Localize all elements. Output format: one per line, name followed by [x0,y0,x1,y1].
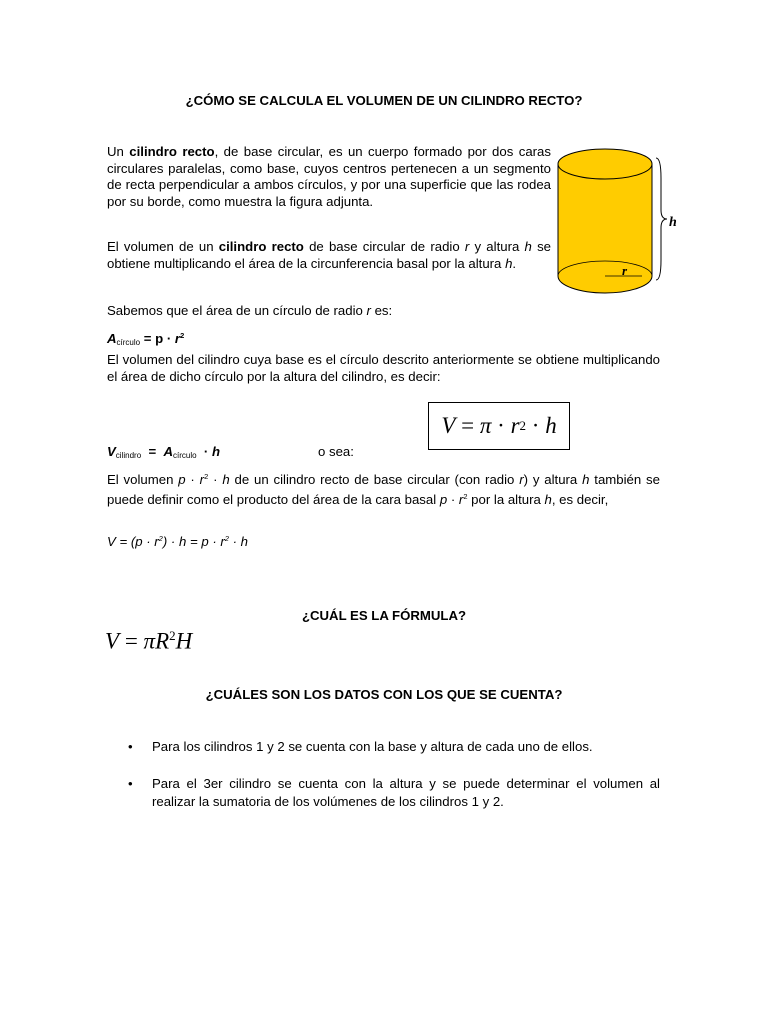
paragraph-volume-explanation: El volumen del cilindro cuya base es el círculo descrito anteriormente se obtiene multiplicando el área de dicho círculo por la altura del cilindro, es decir: [107,352,660,384]
height-label: h [669,215,677,230]
cylinder-top-face [558,149,652,179]
data-list [107,738,660,812]
volume-equation: $V = (p \cdot r^2) \cdot h = p \cdot r^2 \cdot h$ [107,534,248,549]
section-title-formula: ¿CUÁL ES LA FÓRMULA? [301,608,467,623]
list-item: • Para los cilindros 1 y 2 se cuenta con la base y altura de cada uno de ellos. [107,738,660,757]
area-formula: $A_{círculo} = p \cdot r^2$ [107,331,185,347]
paragraph-volume-product: El volumen $p \cdot r^2 \cdot h$ de un cilindro recto de base circular (con radio r) y altura h también se puede definir como el producto del área de la cara basal $p \cdot r^2$ por la altura h, es decir, [107,472,660,507]
paragraph-area-intro: Sabemos que el área de un círculo de radio r es: [107,303,393,318]
cylinder-figure [550,140,690,300]
main-formula: $V = \pi R^2H$ [105,628,193,654]
boxed-volume-formula: V = π · r 2 · h [428,402,570,450]
list-item: • Para el 3er cilindro se cuenta con la altura y se puede determinar el volumen al realizar la sumatoria de los volúmenes de los cilindros 1 y 2. [128,775,660,809]
bullet-icon: • [128,739,133,754]
cylinder-body [558,164,652,293]
paragraph-definition: Un cilindro recto, de base circular, es un cuerpo formado por dos caras circulares paralelas, como base, cuyos centros pertenecen a un segmento de recta perpendicular a ambos círculos, y por una superficie que las rodea por su borde, como muestra la figura adjunta. [107,144,551,209]
o-sea-label: o sea: [318,444,354,459]
volume-formula: $V_{cilindro} = A_{círculo} \cdot h$ [107,444,221,460]
section-title-volumen: ¿CÓMO SE CALCULA EL VOLUMEN DE UN CILINDRO RECTO? [185,93,583,108]
section-title-datos: ¿CUÁLES SON LOS DATOS CON LOS QUE SE CUENTA? [205,687,563,702]
radius-label: r [622,263,628,278]
paragraph-volume-intro: El volumen de un cilindro recto de base circular de radio r y altura h se obtiene multiplicando el área de la circunferencia basal por la altura h. [107,239,551,271]
bullet-icon: • [128,775,133,791]
height-brace [656,158,667,280]
